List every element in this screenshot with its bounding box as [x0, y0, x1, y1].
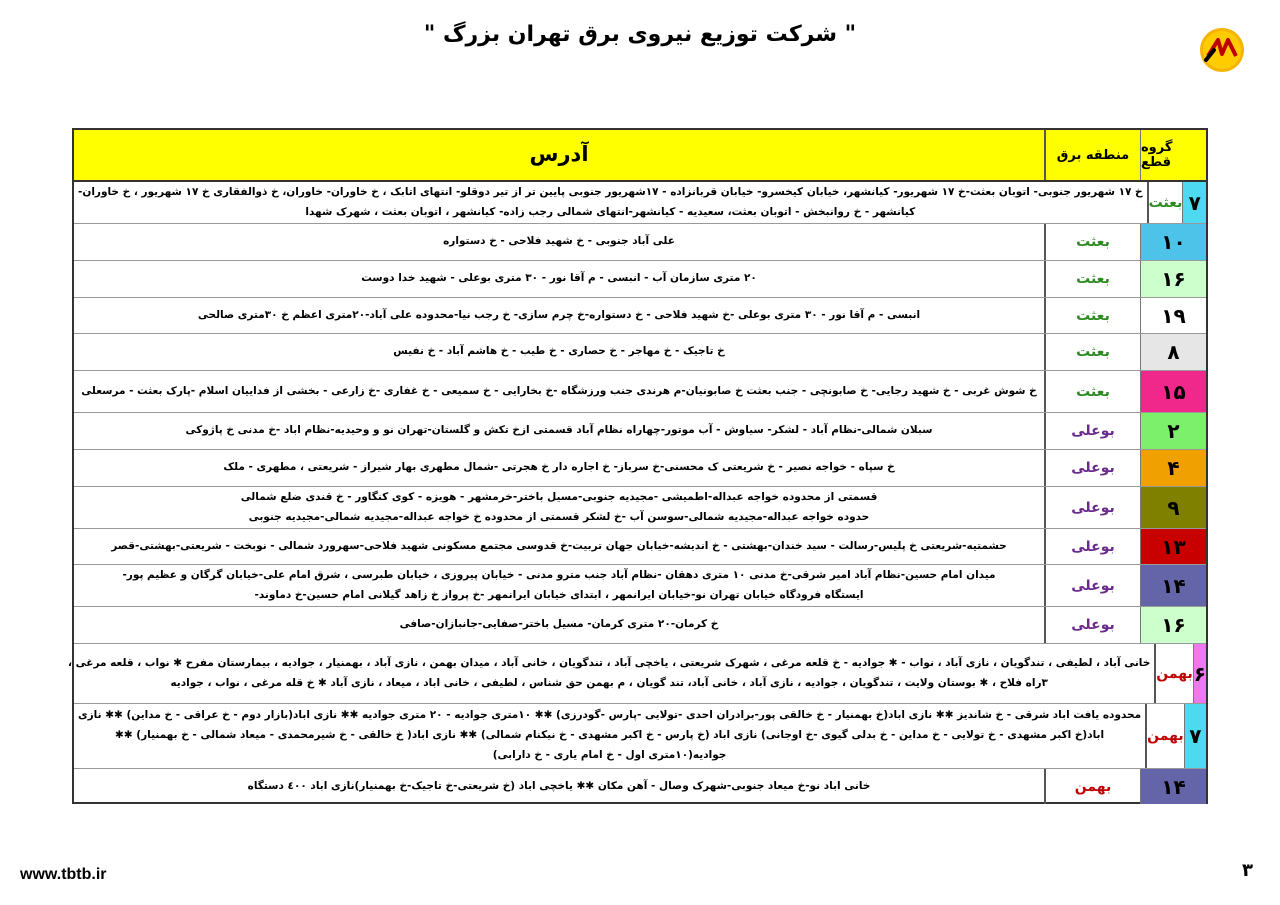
group-number: ۱۰: [1140, 224, 1206, 260]
address-line: خانی اباد نو-خ میعاد جنوبی-شهرک وصال - آهن مکان ✱✱ یاخچی اباد (خ شریعتی-خ تاجیک-خ بهمنیار)نازی اباد ٤٠٠ دستگاه: [247, 779, 871, 792]
table-row: [74, 413, 1206, 450]
table-row: [74, 334, 1206, 371]
address-line: جوادیه(۱۰متری اول - خ امام یاری - خ دارابی): [492, 748, 727, 761]
group-number: ۹: [1140, 487, 1206, 528]
footer-url[interactable]: www.tbtb.ir: [20, 866, 107, 883]
address-cell: [74, 371, 1044, 412]
address-line: میدان امام حسین-نظام آباد امیر شرقی-خ مدنی ۱۰ متری دهقان -نظام آباد جنب مترو مدنی - خیابان پیروزی ، خیابان طبرسی ، شرق امام علی-خیابان گرگان و عظیم پور-: [122, 568, 996, 581]
outage-schedule-table: [68, 128, 1208, 804]
table-header: [74, 130, 1206, 182]
group-number: ۷: [1182, 182, 1206, 223]
region-name: بوعلی: [1044, 529, 1140, 564]
address-cell: [74, 769, 1044, 804]
table-row: [74, 298, 1206, 334]
region-name: بوعلی: [1044, 450, 1140, 486]
address-line: قسمتی از محدوده خواجه عبداله-اطمیشی -مجیدیه جنوبی-مسیل باختر-خرمشهر - هویزه - کوی کنگاور - خ قندی ضلع شمالی: [240, 490, 878, 503]
header-group: گروه قطع: [1140, 130, 1206, 180]
table-row: [74, 565, 1206, 607]
group-number: ۱۳: [1140, 529, 1206, 564]
region-name: بهمن: [1154, 644, 1192, 703]
table-row: [74, 769, 1206, 804]
address-line: سبلان شمالی-نظام آباد - لشکر- سیاوش - آب موتور-چهاراه نظام آباد قسمتی ازخ تکش و گلستان-تهران نو و وحیدیه-نظام اباد -خ مدنی خ پاژوکی: [185, 424, 933, 437]
address-line: خ سپاه - خواجه نصیر - خ شریعتی ک محسنی-خ سرباز- خ اجاره دار خ هجرتی -شمال مطهری بهار شیراز - شریعتی ، مطهری - ملک: [223, 461, 895, 474]
address-line: خ کرمان-۲۰ متری کرمان- مسیل باختر-صفایی-جانبازان-صافی: [399, 618, 719, 631]
address-line: اباد(خ اکبر مشهدی - خ تولایی - خ مداین - خ بدلی گیوی -خ اوجانی) نازی اباد (خ پارس - خ اکبر مشهدی - خ نیکنام شمالی) ✱✱ نازی اباد( خ خالقی - خ شیرمحمدی - میعاد شمالی - خ بهمنیار) ✱✱: [115, 729, 1105, 742]
group-number: ۸: [1140, 334, 1206, 370]
address-line: خ ۱۷ شهریور جنوبی- اتوبان بعثت-خ ۱۷ شهریور- کیانشهر، خیابان کیخسرو- خیابان قربانزاده - ۱۷شهریور جنوبی پایین تر از تیر دوقلو- انتهای اتابک ، خ خاوران- خاوران، خ ذوالفقاری خ ۱۷ شهریور ، خ خاوران-: [78, 185, 1143, 198]
header-address: آدرس: [529, 142, 589, 167]
address-line: خ شوش غربی - خ شهید رجایی- خ صابونچی - جنب بعثت خ صابونیان-م هرندی جنب ورزشگاه -خ بخارایی - خ سمیعی - خ غفاری -خ زارعی - بخشی از فداییان اسلام -پارک بعثت - مرسعلی: [81, 384, 1037, 397]
region-name: بعثت: [1044, 371, 1140, 412]
table-row: [74, 450, 1206, 487]
address-cell: [74, 487, 1044, 528]
table-row: [74, 224, 1206, 261]
address-line: خانی آباد ، لطیفی ، تندگویان ، نازی آباد ، نواب - ✱ جوادیه - خ قلعه مرغی ، شهرک شریعتی ، یاخچی آباد ، تندگویان ، خانی آباد ، میدان بهمن ، نازی آباد ، بهمنیار ، جوادیه ، بیمارستان مفرح ✱ نواب ، قلعه مرغی ،: [68, 656, 1151, 669]
table-row: [74, 529, 1206, 565]
address-cell: [74, 413, 1044, 449]
group-number: ۱۵: [1140, 371, 1206, 412]
region-name: بهمن: [1145, 704, 1183, 768]
group-number: ۱۶: [1140, 607, 1206, 643]
address-line: حشمتیه-شریعتی خ پلیس-رسالت - سید خندان-بهشتی - خ اندیشه-خیابان جهان تربیت-خ قدوسی مجتمع مسکونی شهید فلاحی-سهرورد شمالی - نوبخت - شریعتی-بهشتی-قصر: [111, 539, 1007, 552]
address-cell: [74, 261, 1044, 297]
group-number: ۱۶: [1140, 261, 1206, 297]
address-cell: [74, 182, 1147, 223]
page-title: " شرکت توزیع نیروی برق تهران بزرگ ": [423, 22, 857, 47]
address-line: ۲۰ متری سازمان آب - انبسی - م آقا نور - ۳۰ متری بوعلی - شهید خدا دوست: [361, 272, 757, 285]
address-cell: [74, 607, 1044, 643]
group-number: ۴: [1140, 450, 1206, 486]
table-row: [68, 644, 1206, 704]
address-cell: [74, 704, 1145, 768]
region-name: بعثت: [1044, 261, 1140, 297]
address-cell: [74, 298, 1044, 333]
address-cell: [74, 224, 1044, 260]
region-name: بعثت: [1044, 298, 1140, 333]
group-number: ۱۹: [1140, 298, 1206, 333]
region-name: بوعلی: [1044, 413, 1140, 449]
table-row: [74, 371, 1206, 413]
address-cell: [64, 644, 1154, 703]
address-cell: [74, 529, 1044, 564]
region-name: بوعلی: [1044, 607, 1140, 643]
table-row: [74, 704, 1206, 769]
address-line: انبسی - م آقا نور - ۳۰ متری بوعلی -خ شهید فلاحی - خ دستواره-خ چرم سازی- خ رجب نیا-محدوده علی آباد-۲۰متری اعظم خ ۳۰متری صالحی: [197, 308, 921, 321]
address-line: ۳راه فلاح ، ✱ بوستان ولایت ، تندگویان ، جوادیه ، نازی آباد ، خانی آباد، تند گویان ، م بهمن حق شناس ، لطیفی ، خانی اباد ، میعاد ، نازی آباد ✱ خ قله مرغی ، نواب ، جوادیه: [170, 676, 1048, 689]
page-number: ۳: [1242, 860, 1253, 881]
table-row: [74, 487, 1206, 529]
address-line: محدوده یافت اباد شرقی - خ شاندیز ✱✱ نازی اباد(خ بهمنیار - خ خالقی پور-برادران احدی -تولایی -پارس -گودرزی) ✱✱ ۱۰متری جوادیه - ۲۰ متری جوادیه ✱✱ نازی اباد(بازار دوم - خ عراقی - خ مداین) ✱✱ نازی: [78, 709, 1142, 722]
address-line: خ تاجیک - خ مهاجر - خ حصاری - خ طیب - خ هاشم آباد - خ نفیس: [393, 345, 725, 358]
region-name: بهمن: [1044, 769, 1140, 804]
table-row: [74, 261, 1206, 298]
table-row: [74, 607, 1206, 644]
company-logo-icon: [1198, 26, 1246, 74]
address-line: علی آباد جنوبی - خ شهید فلاحی - خ دستواره: [443, 235, 675, 248]
region-name: بوعلی: [1044, 565, 1140, 606]
address-cell: [74, 450, 1044, 486]
region-name: بعثت: [1147, 182, 1183, 223]
region-name: بعثت: [1044, 224, 1140, 260]
region-name: بعثت: [1044, 334, 1140, 370]
address-line: حدوده خواجه عبداله-مجیدیه شمالی-سوسن آب -خ لشکر قسمتی از محدوده خ خواجه عبداله-مجیدیه شمالی-مجیدیه جنوبی: [248, 510, 870, 523]
region-name: بوعلی: [1044, 487, 1140, 528]
group-number: ۱۴: [1140, 769, 1206, 804]
header-region: منطقه برق: [1044, 130, 1140, 180]
group-number: ۲: [1140, 413, 1206, 449]
address-cell: [74, 334, 1044, 370]
group-number: ۱۴: [1140, 565, 1206, 606]
address-line: کیانشهر - خ روانبخش - اتوبان بعثت، سعیدیه - کیانشهر-انتهای شمالی رجب زاده- کیانشهر ، اتوبان بعثت ، شهرک شهدا: [305, 205, 916, 218]
table-body: [68, 182, 1206, 804]
address-line: ایستگاه فرودگاه خیابان تهران نو-خیابان ایرانمهر ، ابتدای خیابان ایرانمهر -خ پرواز خ زاهد گیلانی امام حسین-خ دماوند-: [254, 588, 864, 601]
address-cell: [74, 565, 1044, 606]
group-number: ۷: [1184, 704, 1206, 768]
table-row: [74, 182, 1206, 224]
group-number: ۶: [1193, 644, 1206, 703]
